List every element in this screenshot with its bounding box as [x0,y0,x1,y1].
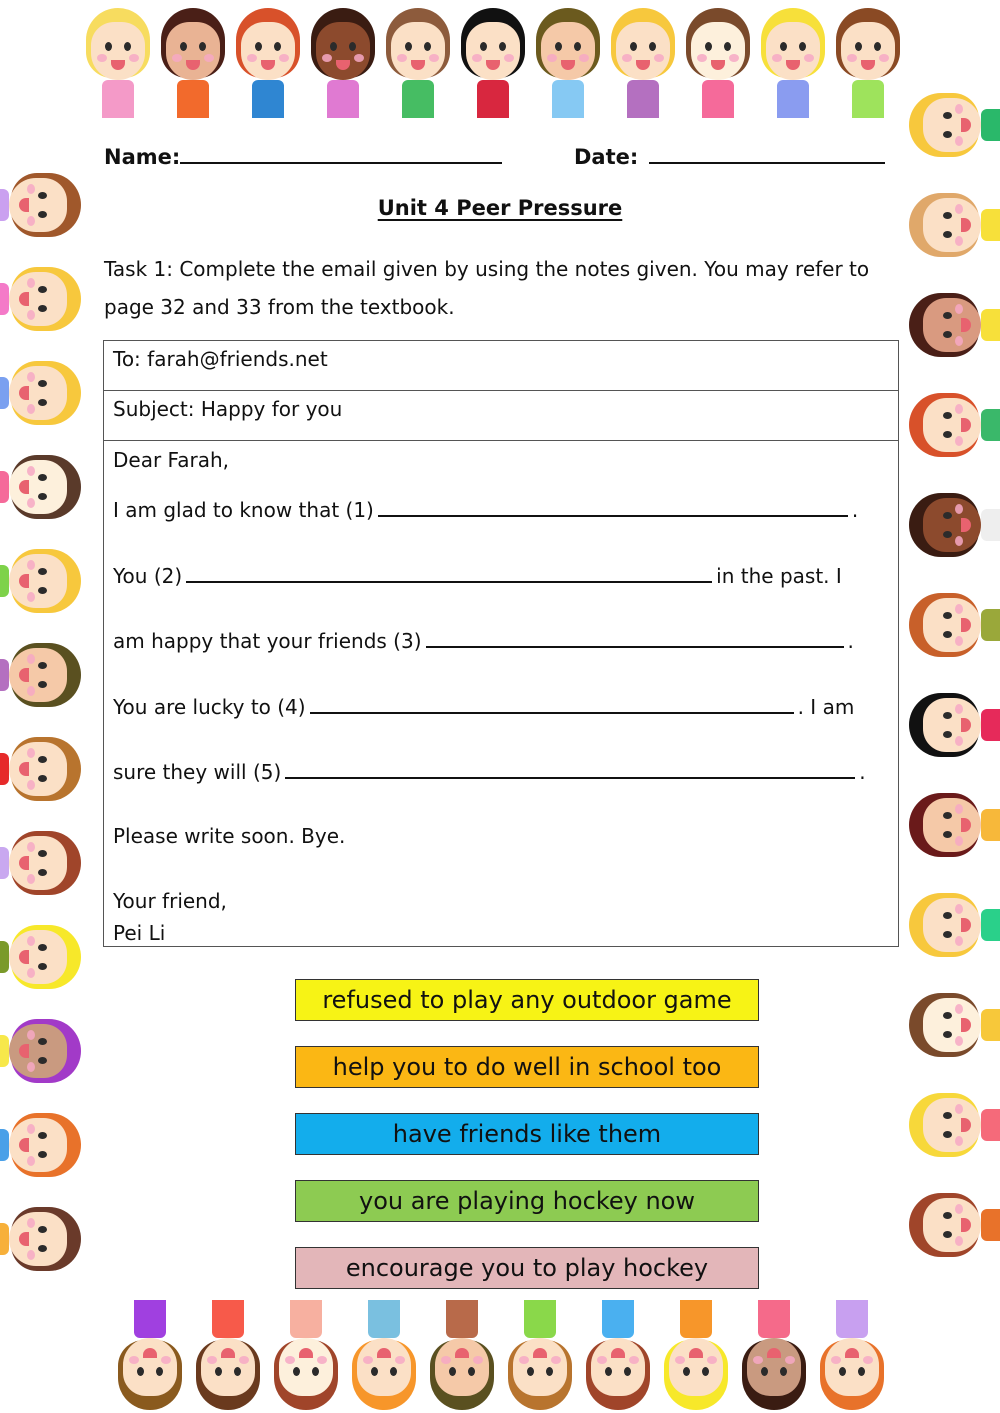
blank-1[interactable] [378,493,848,517]
answer-option-2[interactable]: help you to do well in school too [295,1046,759,1088]
kid-cartoon-icon [0,729,81,809]
kid-cartoon-icon [909,985,1000,1065]
kid-cartoon-icon [909,285,1000,365]
blank-5[interactable] [285,755,855,779]
kid-cartoon-icon [266,1300,346,1410]
unit-title: Unit 4 Peer Pressure [377,196,623,220]
email-body [113,441,890,946]
name-date-row [104,142,894,176]
task-instruction: Task 1: Complete the email given by using the notes given. You may refer to page 32 and 33 from the textbook. [104,257,870,319]
kid-cartoon-icon [909,1185,1000,1265]
kid-cartoon-icon [528,8,608,118]
kid-cartoon-icon [344,1300,424,1410]
email-line-1 [113,493,890,523]
line-3-after: . [847,629,854,653]
kid-cartoon-icon [453,8,533,118]
kid-cartoon-icon [303,8,383,118]
line-5-after: . [859,760,866,784]
date-label: Date: [574,145,639,169]
line-2-text: You (2) [113,564,183,588]
answer-option-3[interactable]: have friends like them [295,1113,759,1155]
email-signoff: Your friend, [113,889,227,913]
email-form [103,340,899,947]
kid-cartoon-icon [378,8,458,118]
kid-cartoon-icon [828,8,908,118]
kid-cartoon-icon [909,685,1000,765]
kid-cartoon-icon [0,447,81,527]
name-label: Name: [104,145,181,169]
line-1-text: I am glad to know that (1) [113,498,374,522]
line-3-text: am happy that your friends (3) [113,629,422,653]
email-closing: Please write soon. Bye. [113,824,346,848]
kid-cartoon-icon [153,8,233,118]
email-line-4 [113,690,890,720]
kid-cartoon-icon [909,85,1000,165]
kid-cartoon-icon [0,917,81,997]
blank-4[interactable] [310,690,794,714]
kid-cartoon-icon [812,1300,892,1410]
kid-cartoon-icon [578,1300,658,1410]
email-to-row: To: farah@friends.net [104,341,898,391]
kid-cartoon-icon [909,485,1000,565]
line-4-after: . I am [797,695,855,719]
kid-cartoon-icon [0,1011,81,1091]
kid-cartoon-icon [0,823,81,903]
email-subject-row: Subject: Happy for you [104,391,898,441]
email-line-3 [113,624,890,654]
line-2-after: in the past. I [716,564,842,588]
email-line-5 [113,755,890,785]
kid-cartoon-icon [753,8,833,118]
name-blank-line[interactable] [180,142,502,164]
kid-cartoon-icon [78,8,158,118]
kid-cartoon-icon [678,8,758,118]
kid-cartoon-icon [909,785,1000,865]
answer-option-4[interactable]: you are playing hockey now [295,1180,759,1222]
email-line-2 [113,559,890,589]
kid-cartoon-icon [909,885,1000,965]
blank-3[interactable] [426,624,844,648]
kid-cartoon-icon [422,1300,502,1410]
kid-cartoon-icon [603,8,683,118]
kid-cartoon-icon [0,635,81,715]
kid-cartoon-icon [188,1300,268,1410]
kid-cartoon-icon [734,1300,814,1410]
blank-2[interactable] [186,559,712,583]
line-1-after: . [851,498,859,522]
name-field[interactable] [104,142,502,169]
line-4-text: You are lucky to (4) [113,695,306,719]
line-5-text: sure they will (5) [113,760,282,784]
kid-cartoon-icon [909,385,1000,465]
answer-option-5[interactable]: encourage you to play hockey [295,1247,759,1289]
kid-cartoon-icon [0,1105,81,1185]
kid-cartoon-icon [228,8,308,118]
kid-cartoon-icon [500,1300,580,1410]
kid-cartoon-icon [656,1300,736,1410]
kid-cartoon-icon [0,259,81,339]
kid-cartoon-icon [0,1199,81,1279]
email-greeting: Dear Farah, [113,448,229,472]
kid-cartoon-icon [0,353,81,433]
date-blank-line[interactable] [649,142,885,164]
kid-cartoon-icon [0,541,81,621]
kid-cartoon-icon [909,585,1000,665]
email-signature: Pei Li [113,921,166,945]
date-field[interactable] [574,142,885,169]
kid-cartoon-icon [110,1300,190,1410]
answer-option-1[interactable]: refused to play any outdoor game [295,979,759,1021]
kid-cartoon-icon [909,1085,1000,1165]
